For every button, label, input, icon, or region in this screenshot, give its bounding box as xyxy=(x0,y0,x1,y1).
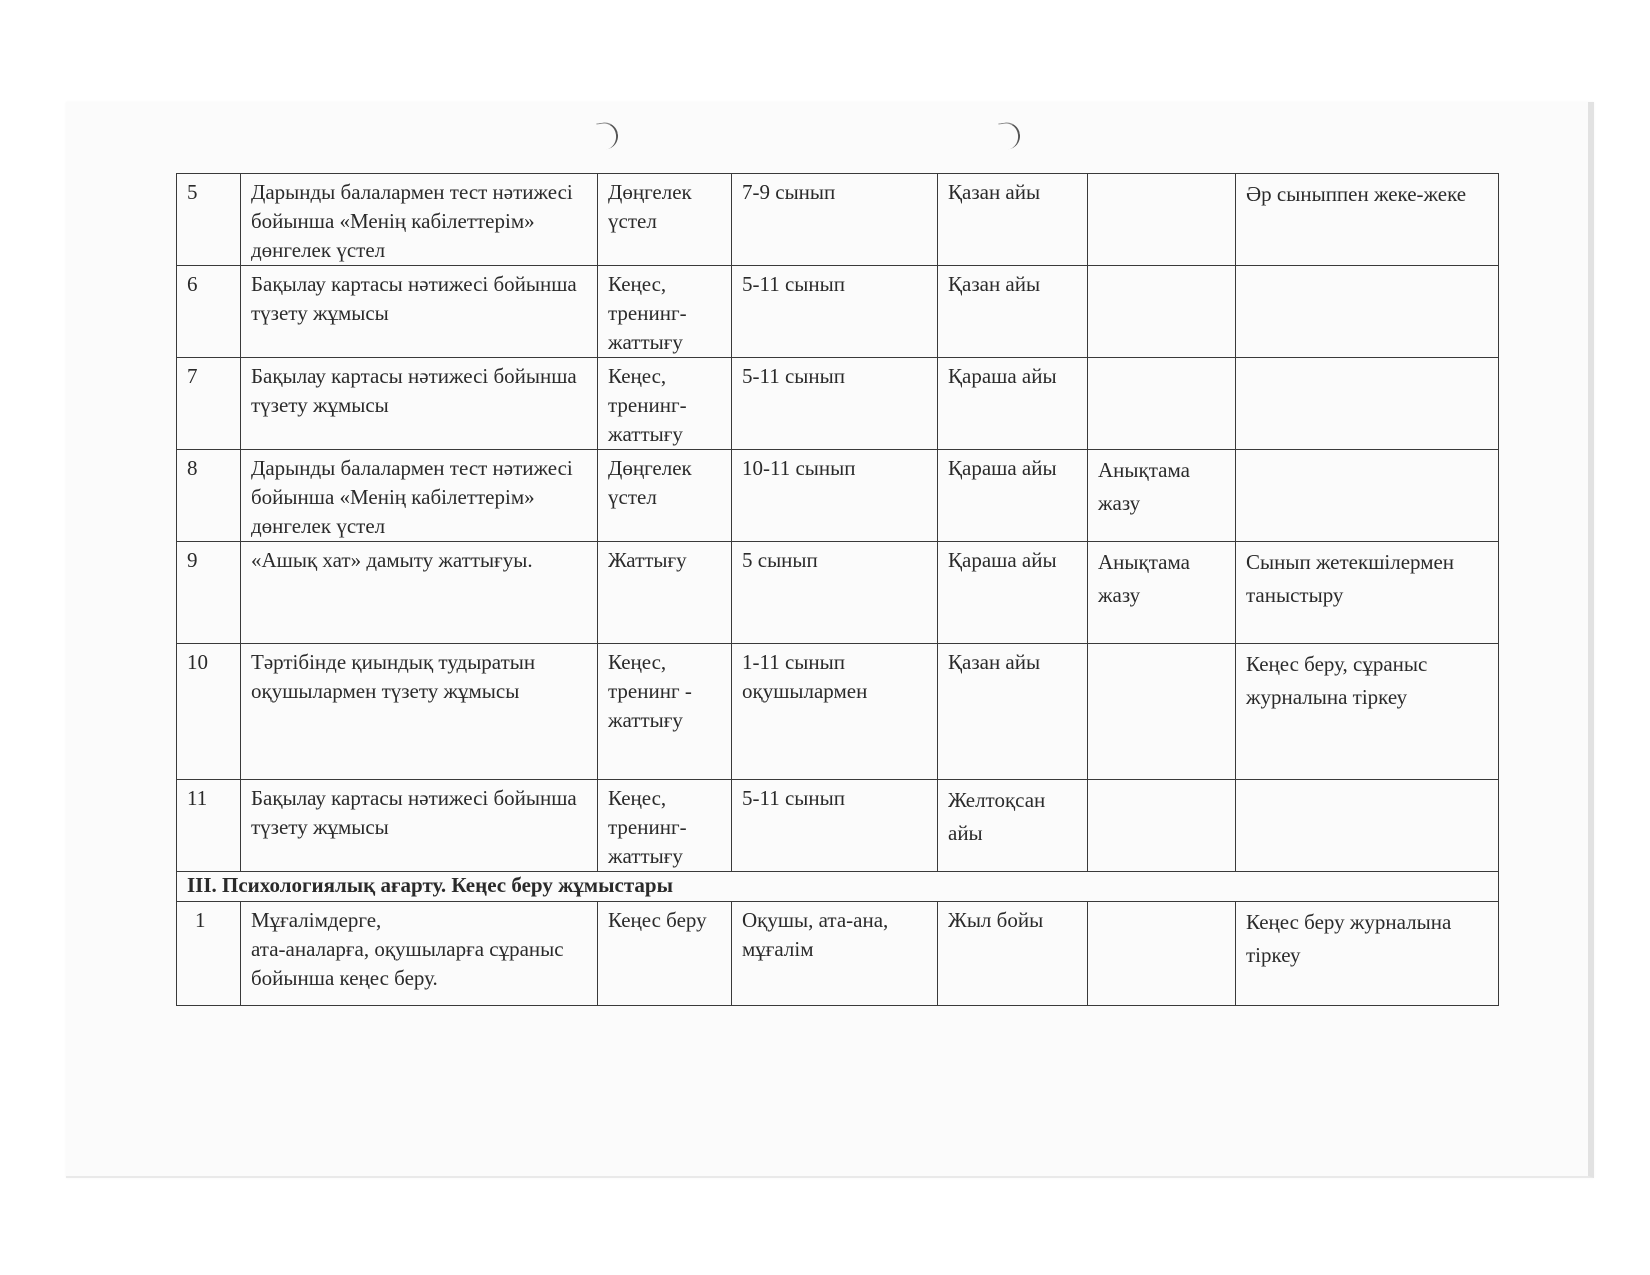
row-number: 10 xyxy=(177,644,241,780)
work-plan-table xyxy=(176,173,1499,1006)
participants: 10-11 сынып xyxy=(732,450,938,542)
participants: 5-11 сынып xyxy=(732,780,938,872)
time-period: Қараша айы xyxy=(938,450,1088,542)
participants: Оқушы, ата-ана, мұғалім xyxy=(732,902,938,1006)
result xyxy=(1088,902,1236,1006)
table-row xyxy=(177,174,1499,266)
activity-title: «Ашық хат» дамыту жаттығуы. xyxy=(241,542,598,644)
table-row xyxy=(177,450,1499,542)
participants: 1-11 сынып оқушылармен xyxy=(732,644,938,780)
activity-title: Бақылау картасы нәтижесі бойынша түзету жұмысы xyxy=(241,780,598,872)
note: Сынып жетекшілермен таныстыру xyxy=(1236,542,1499,644)
activity-form: Кеңес беру xyxy=(598,902,732,1006)
row-number: 7 xyxy=(177,358,241,450)
activity-title xyxy=(241,902,598,1006)
activity-title-line: ата-аналарға, оқушыларға сұраныс бойынша кеңес беру. xyxy=(251,937,564,990)
result xyxy=(1088,266,1236,358)
activity-form: Кеңес, тренинг-жаттығу xyxy=(598,266,732,358)
table-row xyxy=(177,542,1499,644)
activity-title: Дарынды балалармен тест нәтижесі бойынша «Менің кабілеттерім» дөнгелек үстел xyxy=(241,450,598,542)
time-period: Қараша айы xyxy=(938,542,1088,644)
note xyxy=(1236,266,1499,358)
table-row xyxy=(177,266,1499,358)
note xyxy=(1236,358,1499,450)
note: Кеңес беру журналына тіркеу xyxy=(1236,902,1499,1006)
result xyxy=(1088,358,1236,450)
activity-title-line: Мұғалімдерге, xyxy=(251,908,382,932)
result xyxy=(1088,780,1236,872)
participants: 5-11 сынып xyxy=(732,266,938,358)
activity-form: Кеңес, тренинг-жаттығу xyxy=(598,358,732,450)
table-row xyxy=(177,902,1499,1006)
time-period: Қараша айы xyxy=(938,358,1088,450)
time-period: Жыл бойы xyxy=(938,902,1088,1006)
activity-title: Бақылау картасы нәтижесі бойынша түзету жұмысы xyxy=(241,266,598,358)
result: Анықтама жазу xyxy=(1088,450,1236,542)
participants: 7-9 сынып xyxy=(732,174,938,266)
row-number: 6 xyxy=(177,266,241,358)
section-heading: ІІІ. Психологиялық ағарту. Кеңес беру жұмыстары xyxy=(177,872,1499,902)
participants: 5 сынып xyxy=(732,542,938,644)
activity-title: Дарынды балалармен тест нәтижесі бойынша «Менің кабілеттерім» дөнгелек үстел xyxy=(241,174,598,266)
note: Әр сыныппен жеке-жеке xyxy=(1236,174,1499,266)
activity-form: Дөңгелек үстел xyxy=(598,450,732,542)
time-period: Қазан айы xyxy=(938,644,1088,780)
table-row xyxy=(177,780,1499,872)
row-number: 11 xyxy=(177,780,241,872)
activity-form: Дөңгелек үстел xyxy=(598,174,732,266)
result: Анықтама жазу xyxy=(1088,542,1236,644)
time-period: Желтоқсан айы xyxy=(938,780,1088,872)
row-number: 1 xyxy=(177,902,241,1006)
activity-form: Кеңес, тренинг - жаттығу xyxy=(598,644,732,780)
activity-form: Кеңес, тренинг-жаттығу xyxy=(598,780,732,872)
note xyxy=(1236,780,1499,872)
time-period: Қазан айы xyxy=(938,266,1088,358)
activity-title: Тәртібінде қиындық тудыратын оқушылармен түзету жұмысы xyxy=(241,644,598,780)
result xyxy=(1088,644,1236,780)
participants: 5-11 сынып xyxy=(732,358,938,450)
note xyxy=(1236,450,1499,542)
table-row xyxy=(177,644,1499,780)
time-period: Қазан айы xyxy=(938,174,1088,266)
row-number: 5 xyxy=(177,174,241,266)
section-row xyxy=(177,872,1499,902)
activity-form: Жаттығу xyxy=(598,542,732,644)
result xyxy=(1088,174,1236,266)
table-row xyxy=(177,358,1499,450)
row-number: 8 xyxy=(177,450,241,542)
activity-title: Бақылау картасы нәтижесі бойынша түзету жұмысы xyxy=(241,358,598,450)
note: Кеңес беру, сұраныс журналына тіркеу xyxy=(1236,644,1499,780)
row-number: 9 xyxy=(177,542,241,644)
